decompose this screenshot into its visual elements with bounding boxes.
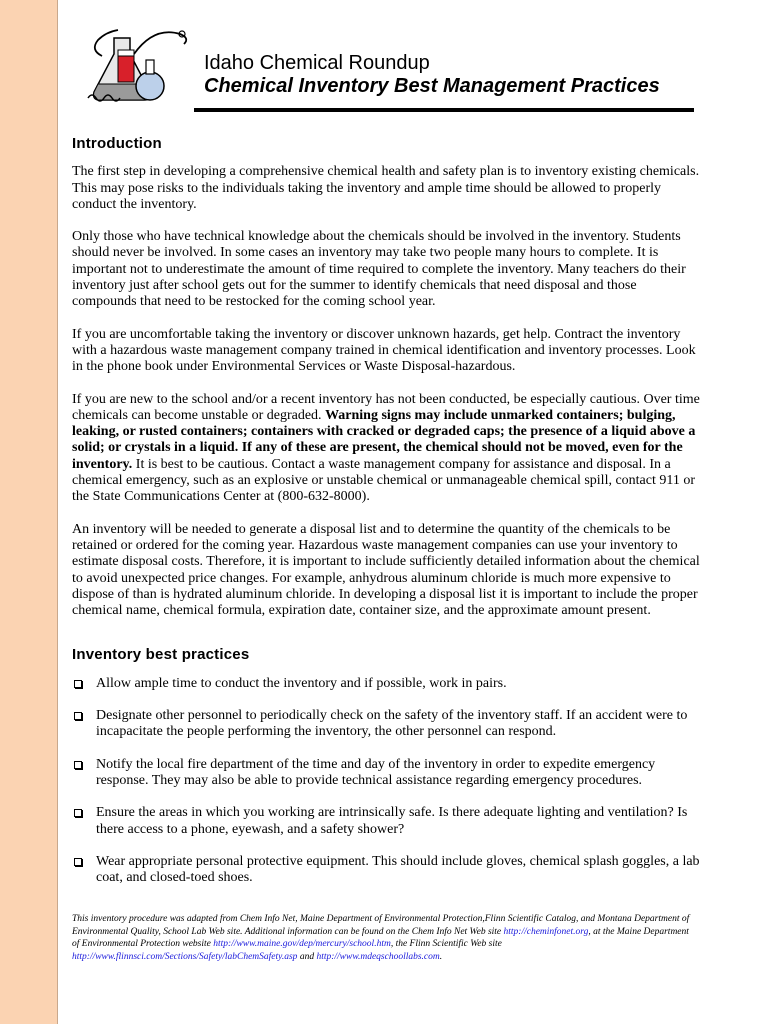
list-item-text: Ensure the areas in which you working are intrinsically safe. Is there adequate lighting and ventilation? Is there access to a phone, eyewash, and a safety shower? [96, 805, 688, 837]
lab-glassware-logo [84, 20, 194, 110]
footnote-text-4: and [297, 951, 317, 962]
intro-paragraph-1: The first step in developing a comprehensive chemical health and safety plan is to inventory existing chemicals. This may pose risks to the individuals taking the inventory and ample time should be allowed to properly conduct the inventory. [72, 164, 700, 212]
left-margin-bar [0, 0, 58, 1024]
flinn-scientific-link[interactable]: http://www.flinnsci.com/Sections/Safety/labChemSafety.asp [72, 951, 298, 962]
list-item-text: Allow ample time to conduct the inventory and if possible, work in pairs. [96, 675, 507, 691]
intro-paragraph-4-start: If you are new to the school and/or a recent inventory has not been conducted, be especially cautious. Over time chemicals can become unstable or degraded. [72, 391, 700, 423]
list-item-text: Wear appropriate personal protective equipment. This should include gloves, chemical splash goggles, a lab coat, and closed-toed shoes. [96, 853, 700, 886]
footnote-text-5: . [439, 951, 443, 962]
list-item [72, 676, 700, 692]
document-subtitle: Chemical Inventory Best Management Practices [204, 75, 660, 97]
footnote-text-3: , the Flinn Scientific Web site [390, 939, 502, 949]
best-practices-list [72, 676, 700, 887]
cheminfonet-link[interactable]: http://cheminfonet.org [503, 926, 589, 937]
checkbox-bullet-icon [74, 712, 82, 720]
intro-paragraph-2: Only those who have technical knowledge about the chemicals should be involved in the inventory. Students should never be involved. In some cases an inventory may take two people many hours to complete. It is important not to underestimate the amount of time required to complete the inventory. Many teachers do their inventory just after school gets out for the summer to identify chemicals that need disposal and those compounds that need to be restocked for the coming school year. [72, 229, 686, 310]
intro-paragraph-4 [72, 392, 700, 506]
warning-signs-text: Warning signs may include unmarked containers; bulging, leaking, or rusted containers; containers with cracked or degraded caps; the presence of a liquid above a solid; or crystals in a liquid. If any of these are present, the chemical should not be moved, even for the inventory. [72, 407, 696, 472]
intro-paragraph-3: If you are uncomfortable taking the inventory or discover unknown hazards, get help. Contract the inventory with a hazardous waste management company trained in chemical identification and inventory processes. Look in the phone book under Environmental Services or Waste Disposal-hazardous. [72, 326, 696, 375]
checkbox-bullet-icon [74, 761, 82, 769]
introduction-heading: Introduction [72, 135, 162, 152]
list-item [72, 757, 700, 790]
source-footnote [72, 913, 692, 963]
list-item [72, 805, 700, 838]
list-item [72, 854, 700, 887]
mdeq-school-labs-link[interactable]: http://www.mdeqschoollabs.com [316, 951, 440, 962]
list-item-text: Designate other personnel to periodically check on the safety of the inventory staff. If an accident were to incapacitate the people performing the inventory, the other personnel can respond. [96, 708, 688, 740]
document-body [72, 130, 700, 902]
footnote-text-1: This inventory procedure was adapted from Chem Info Net, Maine Department of Environmental Protection,Flinn Scientific Catalog, and Montana Department of Environmental Quality, School Lab Web site. Additional information can be found on the Chem Info Net Web site [72, 914, 690, 937]
maine-dep-link[interactable]: http://www.maine.gov/dep/mercury/school.htm [213, 939, 391, 949]
checkbox-bullet-icon [74, 858, 82, 866]
document-title: Idaho Chemical Roundup [204, 52, 430, 74]
intro-paragraph-5: An inventory will be needed to generate a disposal list and to determine the quantity of the chemicals to be retained or ordered for the coming year. Hazardous waste management companies can use your inventory to estimate disposal costs. Therefore, it is important to include sufficiently detailed information about the chemical to avoid unexpected price changes. For example, anhydrous aluminum chloride is much more expensive to dispose of than is hydrated aluminum chloride. In developing a disposal list it is important to include the proper chemical name, chemical formula, expiration date, container size, and the approximate amount present. [72, 521, 700, 619]
best-practices-heading: Inventory best practices [72, 646, 250, 664]
footnote-text-2: , at the Maine Department of Environmental Protection website [72, 926, 689, 949]
header-divider [194, 108, 694, 112]
list-item-text: Notify the local fire department of the time and day of the inventory in order to expedite emergency response. They may also be able to provide technical assistance regarding emergency procedures. [96, 756, 656, 788]
checkbox-bullet-icon [74, 680, 82, 688]
intro-paragraph-4-end: It is best to be cautious. Contact a waste management company for assistance and disposal. In a chemical emergency, such as an explosive or unstable chemical or unmanageable chemical spill, contact 911 or the State Communications Center at (800-632-8000). [72, 456, 696, 505]
checkbox-bullet-icon [74, 809, 82, 817]
list-item [72, 708, 700, 741]
